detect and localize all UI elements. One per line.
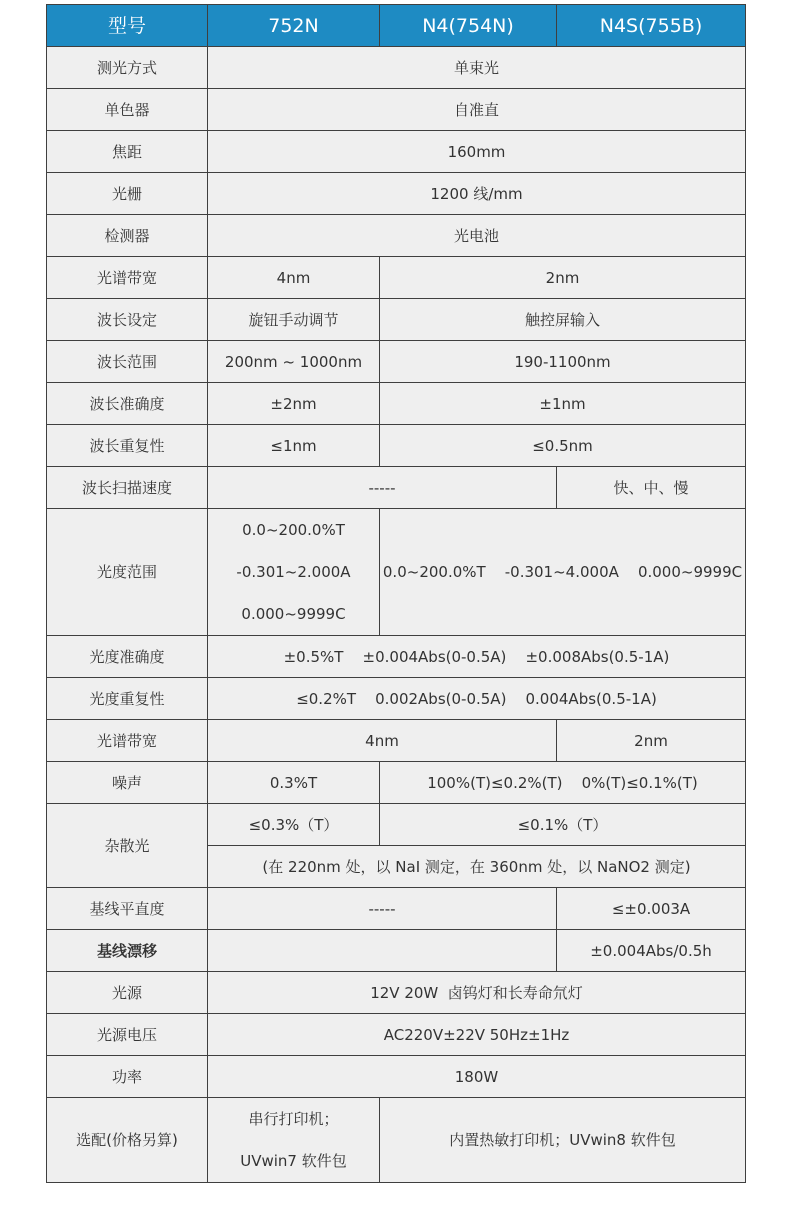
row-label: 光谱带宽	[47, 257, 208, 299]
cell-value: -----	[208, 888, 557, 930]
row-label: 光度范围	[47, 509, 208, 636]
row-label: 测光方式	[47, 47, 208, 89]
table-row	[47, 89, 746, 131]
cell-line: 0.0~200.0%T	[242, 521, 345, 539]
header-n4: N4(754N)	[380, 5, 557, 47]
cell-value: 4nm	[208, 257, 380, 299]
row-label: 波长准确度	[47, 383, 208, 425]
table-row	[47, 678, 746, 720]
cell-value: 180W	[208, 1056, 746, 1098]
table-row	[47, 1014, 746, 1056]
table-row	[47, 47, 746, 89]
row-label: 检测器	[47, 215, 208, 257]
table-row	[47, 467, 746, 509]
header-row	[47, 5, 746, 47]
cell-line: -0.301~2.000A	[236, 563, 351, 581]
table-row	[47, 636, 746, 678]
row-label: 功率	[47, 1056, 208, 1098]
cell-value: 100%(T)≤0.2%(T) 0%(T)≤0.1%(T)	[380, 762, 746, 804]
row-label: 光度重复性	[47, 678, 208, 720]
cell-value: 200nm ~ 1000nm	[208, 341, 380, 383]
cell-value: 内置热敏打印机；UVwin8 软件包	[380, 1098, 746, 1183]
row-label: 波长重复性	[47, 425, 208, 467]
cell-value: 4nm	[208, 720, 557, 762]
row-label: 单色器	[47, 89, 208, 131]
table-row	[47, 804, 746, 846]
table-row	[47, 257, 746, 299]
table-row	[47, 930, 746, 972]
cell-value: ≤0.3%（T）	[208, 804, 380, 846]
header-model: 型号	[47, 5, 208, 47]
header-752n: 752N	[208, 5, 380, 47]
table-row	[47, 509, 746, 636]
header-n4s: N4S(755B)	[557, 5, 746, 47]
cell-value: AC220V±22V 50Hz±1Hz	[208, 1014, 746, 1056]
table-row	[47, 972, 746, 1014]
table-row	[47, 1098, 746, 1183]
cell-value: ≤±0.003A	[557, 888, 746, 930]
table-row	[47, 762, 746, 804]
row-label: 波长设定	[47, 299, 208, 341]
cell-line: 串行打印机；	[248, 1110, 339, 1128]
row-label: 焦距	[47, 131, 208, 173]
cell-value: 160mm	[208, 131, 746, 173]
table-row	[47, 425, 746, 467]
spec-table	[46, 4, 746, 1183]
cell-value: ≤0.2%T 0.002Abs(0-0.5A) 0.004Abs(0.5-1A)	[208, 678, 746, 720]
cell-value: ±0.004Abs/0.5h	[557, 930, 746, 972]
row-label: 光谱带宽	[47, 720, 208, 762]
cell-value: 0.0~200.0%T -0.301~4.000A 0.000~9999C	[380, 509, 746, 636]
cell-value-multiline	[208, 509, 380, 636]
cell-value: 触控屏输入	[380, 299, 746, 341]
row-label: 基线平直度	[47, 888, 208, 930]
cell-value: 自准直	[208, 89, 746, 131]
row-label: 杂散光	[47, 804, 208, 888]
table-row	[47, 131, 746, 173]
cell-value: 0.3%T	[208, 762, 380, 804]
cell-value: ≤0.1%（T）	[380, 804, 746, 846]
table-row	[47, 299, 746, 341]
row-label: 波长范围	[47, 341, 208, 383]
cell-value-multiline	[208, 1098, 380, 1183]
cell-line: 0.000~9999C	[241, 605, 346, 623]
cell-value: 12V 20W 卤钨灯和长寿命氘灯	[208, 972, 746, 1014]
cell-value: 2nm	[557, 720, 746, 762]
cell-note: (在 220nm 处，以 NaI 测定，在 360nm 处，以 NaNO2 测定)	[208, 846, 746, 888]
cell-value: -----	[208, 467, 557, 509]
cell-value: 190-1100nm	[380, 341, 746, 383]
cell-value: 旋钮手动调节	[208, 299, 380, 341]
row-label: 光栅	[47, 173, 208, 215]
cell-value: 1200 线/mm	[208, 173, 746, 215]
table-row	[47, 173, 746, 215]
cell-value: ≤0.5nm	[380, 425, 746, 467]
cell-value: 光电池	[208, 215, 746, 257]
cell-value: 2nm	[380, 257, 746, 299]
row-label: 光度准确度	[47, 636, 208, 678]
cell-value: ≤1nm	[208, 425, 380, 467]
row-label: 光源电压	[47, 1014, 208, 1056]
cell-value: ±1nm	[380, 383, 746, 425]
cell-value: ±2nm	[208, 383, 380, 425]
cell-value	[208, 930, 557, 972]
cell-value: 单束光	[208, 47, 746, 89]
table-row	[47, 383, 746, 425]
table-row	[47, 341, 746, 383]
row-label: 选配(价格另算)	[47, 1098, 208, 1183]
row-label: 波长扫描速度	[47, 467, 208, 509]
row-label: 基线漂移	[47, 930, 208, 972]
table-row	[47, 888, 746, 930]
row-label: 噪声	[47, 762, 208, 804]
table-row	[47, 1056, 746, 1098]
cell-value: ±0.5%T ±0.004Abs(0-0.5A) ±0.008Abs(0.5-1A)	[208, 636, 746, 678]
table-row	[47, 215, 746, 257]
cell-value: 快、中、慢	[557, 467, 746, 509]
table-row	[47, 720, 746, 762]
cell-line: UVwin7 软件包	[240, 1152, 347, 1170]
row-label: 光源	[47, 972, 208, 1014]
